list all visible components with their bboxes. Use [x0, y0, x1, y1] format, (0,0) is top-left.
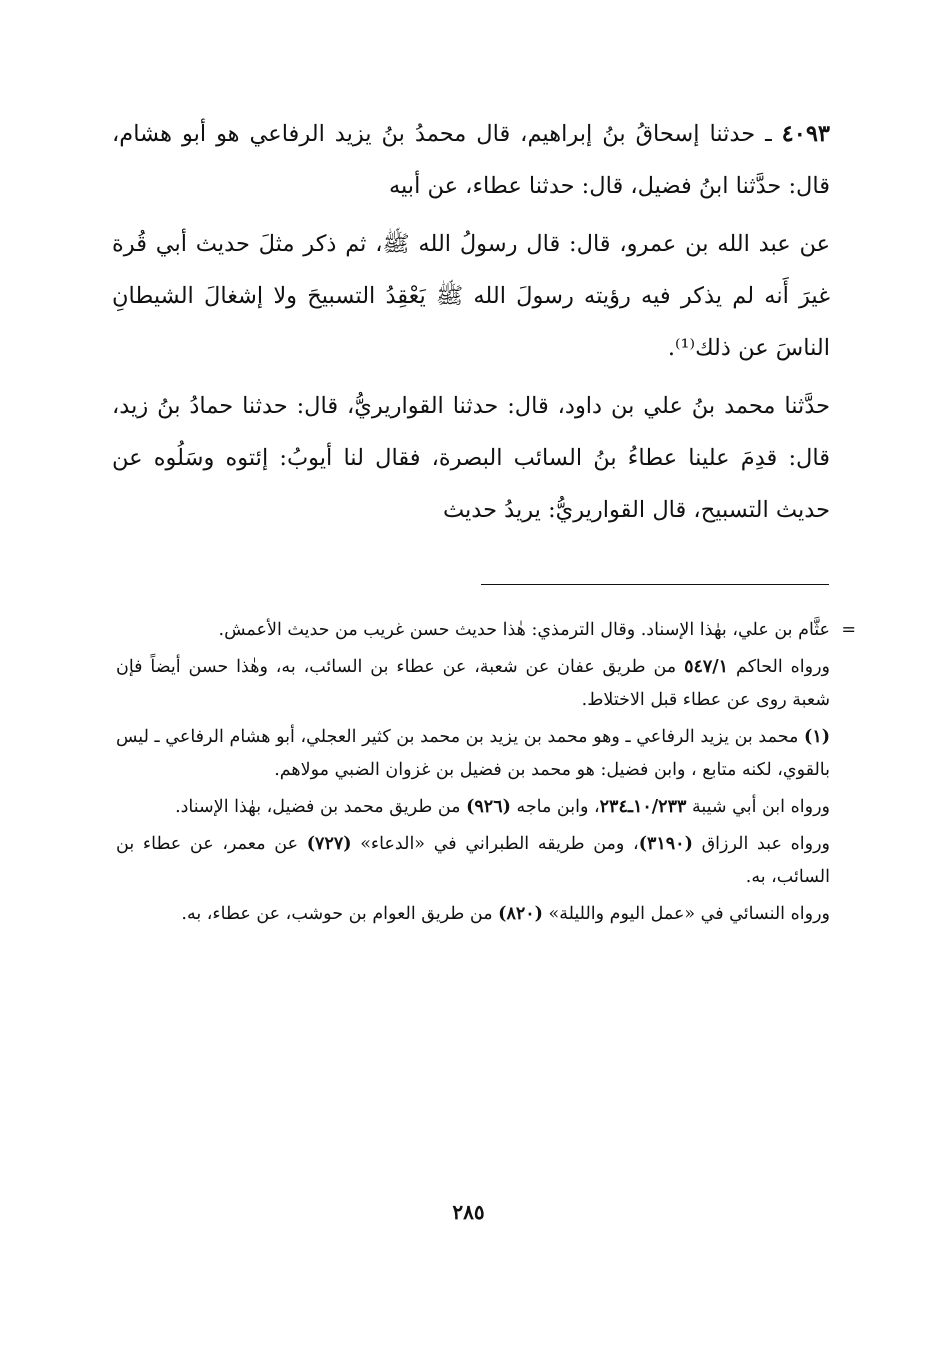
footnote-text: ، وابن ماجه — [510, 797, 600, 817]
footnote-text: محمد بن يزيد الرفاعي ـ وهو محمد بن يزيد بن محمد بن كثير العجلي، أبو هشام الرفاعي ـ ليس بالقوي، لكنه متابع ، وابن فضيل: هو محمد بن فضيل بن غزوان الضبي مولاهم. — [116, 727, 830, 780]
footnote-nasai — [116, 898, 830, 931]
footnote-number: (١) — [804, 727, 830, 747]
footnote-reference: (٩٢٦) — [466, 797, 511, 817]
footnote-hakim — [116, 651, 830, 717]
footnote-reference: ١٠/٢٣٣ـ٢٣٤ — [599, 797, 687, 817]
footnote-continuation-text: عثَّام بن علي، بهٰذا الإسناد. وقال الترمذي: هٰذا حديث حسن غريب من حديث الأعمش. — [218, 620, 830, 640]
hadith-number: ٤٠٩٣ — [781, 121, 830, 147]
footnote-reference: (٣١٩٠) — [638, 834, 693, 854]
footnote-text: ورواه الحاكم — [728, 657, 831, 677]
footnote-text: من طريق العوام بن حوشب، عن عطاء، به. — [181, 904, 499, 924]
footnote-text: عن معمر، عن عطاء بن السائب، به. — [116, 834, 830, 887]
footnote-text: ورواه ابن أبي شيبة — [686, 797, 830, 817]
paragraph-1 — [112, 108, 830, 212]
footnote-continuation — [116, 614, 856, 647]
footnote-text: من طريق عفان عن شعبة، عن عطاء بن السائب، به، وهٰذا حسن أيضاً فإن شعبة روى عن عطاء قبل الاختلاط. — [116, 657, 830, 710]
paragraph-1-text: ـ حدثنا إسحاقُ بنُ إبراهيم، قال محمدُ بنُ يزيد الرفاعي هو أبو هشام، قال: حدَّثنا ابنُ فضيل، قال: حدثنا عطاء، عن أبيه — [112, 121, 830, 199]
main-text — [112, 108, 830, 536]
paragraph-3: حدَّثنا محمد بنُ علي بن داود، قال: حدثنا القواريريُّ، قال: حدثنا حمادُ بنُ زيد، قال: قدِمَ علينا عطاءُ بنُ السائب البصرة، فقال لنا أيوبُ: إئتوه وسَلُوه عن حديث التسبيح، قال القواريريُّ: يريدُ حديث — [112, 393, 830, 523]
footnote-reference: ٥٤٧/١ — [684, 657, 729, 677]
continuation-mark: = — [841, 620, 856, 640]
footnote-1 — [116, 721, 830, 787]
footnote-text: ورواه عبد الرزاق — [692, 834, 830, 854]
footnote-text: من طريق محمد بن فضيل، بهٰذا الإسناد. — [175, 797, 467, 817]
page-number: ٢٨٥ — [452, 1200, 485, 1224]
footnote-text: ، ومن طريقه الطبراني في «الدعاء» — [351, 834, 639, 854]
footnote-ibn-abi-shayba — [116, 791, 830, 824]
footnote-reference: (٨٢٠) — [498, 904, 543, 924]
footnote-abd-al-razzaq — [116, 828, 830, 894]
footnotes — [116, 614, 856, 935]
footnote-text: ورواه النسائي في «عمل اليوم والليلة» — [542, 904, 830, 924]
paragraph-2: عن عبد الله بن عمرو، قال: قال رسولُ الله ﷺ، ثم ذكر مثلَ حديث أبي قُرة غيرَ أَنه لم يذكر فيه رؤيته رسولَ الله ﷺ يَعْقِدُ التسبيحَ ولا إشغالَ الشيطانِ الناسَ عن ذلك⁽¹⁾. — [112, 231, 830, 361]
footnote-separator — [481, 584, 829, 585]
footnote-reference: (٧٢٧) — [306, 834, 352, 854]
